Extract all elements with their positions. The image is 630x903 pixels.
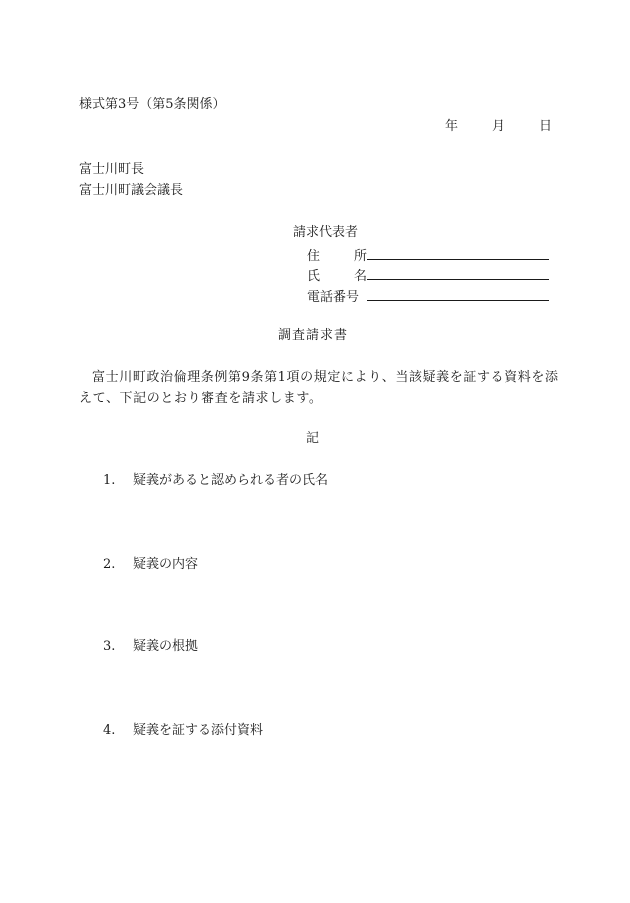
address-label: 住 所	[307, 249, 367, 264]
address-underline[interactable]	[367, 246, 549, 260]
phone-label: 電話番号	[307, 290, 360, 305]
date-year-label: 年	[445, 119, 459, 134]
body-paragraph	[79, 367, 559, 409]
address-field-row	[307, 246, 549, 266]
recipient-assembly-chair: 富士川町議会議長	[79, 183, 184, 198]
phone-field-row	[307, 287, 549, 307]
item-number: 1.	[103, 473, 116, 488]
list-item	[103, 556, 198, 574]
name-field-row	[307, 266, 549, 286]
item-number: 3.	[103, 639, 116, 654]
item-number: 4.	[103, 723, 116, 738]
date-month-label: 月	[492, 119, 506, 134]
item-text: 疑義があると認められる者の氏名	[133, 473, 329, 488]
ki-heading: 記	[306, 431, 320, 446]
date-day-label: 日	[539, 119, 553, 134]
name-underline[interactable]	[367, 266, 549, 280]
document-title: 調査請求書	[278, 328, 349, 343]
recipient-mayor: 富士川町長	[79, 162, 145, 177]
list-item	[103, 638, 198, 656]
name-label: 氏 名	[307, 269, 367, 284]
phone-underline[interactable]	[367, 287, 549, 301]
requester-title: 請求代表者	[293, 225, 359, 240]
form-number: 様式第3号（第5条関係）	[79, 97, 226, 112]
item-number: 2.	[103, 557, 116, 572]
body-text: 富士川町政治倫理条例第9条第1項の規定により、当該疑義を証する資料を添えて、下記のとおり審査を請求します。	[79, 370, 559, 406]
date-line	[445, 118, 552, 136]
item-text: 疑義の根拠	[133, 639, 199, 654]
item-text: 疑義の内容	[133, 557, 199, 572]
list-item	[103, 722, 263, 740]
list-item	[103, 472, 328, 490]
item-text: 疑義を証する添付資料	[133, 723, 264, 738]
